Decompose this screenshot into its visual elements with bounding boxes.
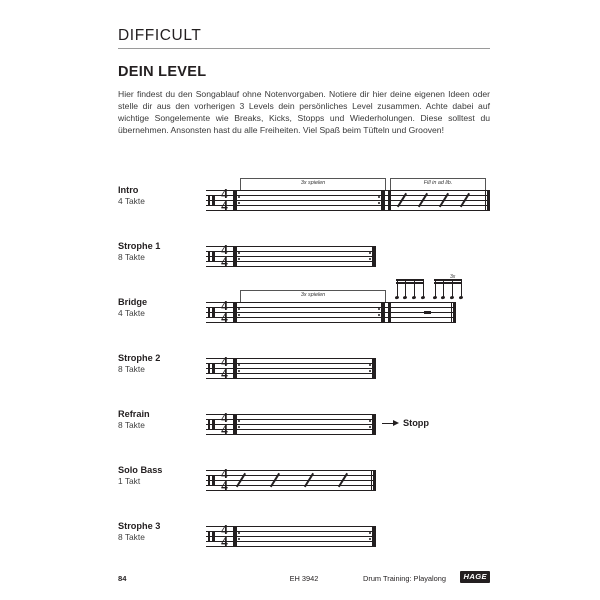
staff-bridge: [206, 274, 456, 334]
repeat-end-sign: [369, 358, 376, 379]
time-sig-denominator: 4: [221, 478, 228, 493]
time-signature: [219, 188, 230, 212]
page-number: 84: [118, 574, 127, 583]
repeat-end-sign: [378, 302, 385, 323]
bracket-label: 3x spielen: [300, 291, 326, 298]
percussion-clef-icon: [207, 307, 216, 318]
staff-line: [206, 317, 456, 318]
repeat-start-sign: [233, 190, 240, 211]
intro-paragraph: Hier findest du den Songablauf ohne Notenvorgaben. Notiere dir hier deine eigenen Ideen oder stelle dir aus den vorherigen 3 Levels dein persönliches Level zusammen. Achte dabei auf wichtige Songelemente wie Breaks, Kicks, Stopps und Wiederholungen. Diese solltest du übernehmen. Ansonsten hast du alle Freiheiten. Viel Spaß beim Tüfteln und Grooven!: [118, 89, 490, 136]
page-footer: [118, 572, 490, 588]
staff-line: [206, 368, 376, 369]
system-label-strophe-3: [118, 521, 204, 543]
staff-solo-bass: [206, 456, 376, 502]
system-bars: 4 Takte: [118, 196, 145, 206]
repeat-start-sign: [233, 526, 240, 547]
system-bars: 1 Takt: [118, 476, 141, 486]
staff-line: [206, 373, 376, 374]
staff-line: [206, 363, 376, 364]
system-name: Strophe 1: [118, 241, 161, 251]
system-name: Strophe 2: [118, 353, 161, 363]
system-label-intro: [118, 185, 204, 207]
staff-refrain: [206, 400, 376, 446]
rhythm-slash: [461, 193, 469, 207]
note-head: [394, 295, 399, 299]
rhythm-slash: [440, 193, 448, 207]
series-title: Drum Training: Playalong: [363, 574, 446, 583]
bracket-label: 3x spielen: [300, 179, 326, 186]
rhythm-slash: [237, 473, 245, 487]
staff-line: [206, 470, 376, 471]
time-sig-denominator: 4: [221, 254, 228, 269]
staff-line: [206, 256, 376, 257]
staff-line: [206, 531, 376, 532]
system-solo-bass: [118, 456, 490, 502]
staff-lines: [206, 522, 376, 549]
time-signature: [219, 300, 230, 324]
system-bars: 8 Takte: [118, 252, 145, 262]
time-sig-numerator: 4: [221, 522, 228, 537]
system-bridge: [118, 274, 490, 334]
beamed-note-group: [396, 279, 424, 301]
beam: [396, 282, 424, 284]
staff-lines: [206, 242, 376, 269]
note-head: [441, 295, 446, 299]
beam: [396, 279, 424, 281]
final-barline: [371, 470, 376, 491]
staff-line: [206, 312, 456, 313]
staff-line: [206, 485, 376, 486]
percussion-clef-icon: [207, 195, 216, 206]
staff-line: [206, 434, 376, 435]
staff-line: [206, 414, 376, 415]
staff-line: [206, 358, 376, 359]
repeat-end-sign: [369, 246, 376, 267]
barline: [388, 190, 391, 211]
time-sig-denominator: 4: [221, 534, 228, 549]
staff-line: [206, 480, 376, 481]
time-signature: [219, 524, 230, 548]
repeat-bracket-1: [240, 290, 386, 302]
time-sig-numerator: 4: [221, 298, 228, 313]
staff-line: [206, 302, 456, 303]
staff-line: [206, 378, 376, 379]
system-strophe-1: [118, 232, 490, 278]
percussion-clef-icon: [207, 251, 216, 262]
note-head: [432, 295, 437, 299]
staff-lines: [206, 466, 376, 493]
note-head: [420, 295, 425, 299]
rhythm-slash: [419, 193, 427, 207]
staff-line: [206, 429, 376, 430]
publisher-logo: HAGE: [460, 571, 490, 583]
time-signature: [219, 468, 230, 492]
staff-intro: [206, 176, 490, 222]
staff-line: [206, 266, 376, 267]
system-strophe-3: [118, 512, 490, 558]
system-bars: 8 Takte: [118, 532, 145, 542]
group-repeat-tag: 3x: [450, 274, 456, 280]
system-name: Refrain: [118, 409, 150, 419]
beam: [434, 279, 462, 281]
repeat-end-sign: [378, 190, 385, 211]
staff-line: [206, 307, 456, 308]
staff-line: [206, 322, 456, 323]
staff-strophe-3: [206, 512, 376, 558]
repeat-end-sign: [369, 414, 376, 435]
percussion-clef-icon: [207, 531, 216, 542]
staff-line: [206, 536, 376, 537]
system-refrain: [118, 400, 490, 446]
system-name: Intro: [118, 185, 139, 195]
staff-line: [206, 526, 376, 527]
percussion-clef-icon: [207, 475, 216, 486]
system-name: Strophe 3: [118, 521, 161, 531]
bracket-label: Fill in ad lib.: [423, 179, 453, 186]
system-bars: 8 Takte: [118, 420, 145, 430]
staff-lines: [206, 298, 456, 325]
chapter-title: DIFFICULT: [118, 27, 202, 44]
repeat-bracket-1: [240, 178, 386, 190]
staff-line: [206, 541, 376, 542]
system-bars: 8 Takte: [118, 364, 145, 374]
system-bars: 4 Takte: [118, 308, 145, 318]
time-sig-denominator: 4: [221, 422, 228, 437]
staff-line: [206, 251, 376, 252]
staff-line: [206, 210, 490, 211]
beam: [434, 282, 462, 284]
staff-line: [206, 475, 376, 476]
stopp-annotation: [382, 418, 429, 428]
system-label-refrain: [118, 409, 204, 431]
repeat-start-sign: [233, 246, 240, 267]
staff-line: [206, 546, 376, 547]
stopp-label: Stopp: [403, 418, 430, 428]
staff-line: [206, 261, 376, 262]
rhythm-slash: [398, 193, 406, 207]
rhythm-slash: [339, 473, 347, 487]
system-label-solo-bass: [118, 465, 204, 487]
repeat-bracket-2: [390, 178, 486, 190]
system-intro: [118, 176, 490, 222]
time-signature: [219, 412, 230, 436]
note-head: [458, 295, 463, 299]
percussion-clef-icon: [207, 419, 216, 430]
time-sig-numerator: 4: [221, 242, 228, 257]
final-barline: [485, 190, 490, 211]
time-sig-denominator: 4: [221, 198, 228, 213]
system-name: Bridge: [118, 297, 148, 307]
staff-lines: [206, 354, 376, 381]
page-title: DEIN LEVEL: [118, 64, 207, 80]
time-signature: [219, 356, 230, 380]
header-divider: [118, 48, 490, 49]
system-label-strophe-1: [118, 241, 204, 263]
staff-strophe-1: [206, 232, 376, 278]
staff-strophe-2: [206, 344, 376, 390]
beamed-note-group: [434, 279, 462, 301]
time-sig-numerator: 4: [221, 466, 228, 481]
time-sig-numerator: 4: [221, 410, 228, 425]
barline: [388, 302, 391, 323]
system-label-bridge: [118, 297, 204, 319]
rhythm-slash: [271, 473, 279, 487]
final-barline: [451, 302, 456, 323]
arrow-right-icon: [382, 420, 399, 427]
staff-line: [206, 419, 376, 420]
time-sig-numerator: 4: [221, 186, 228, 201]
staff-lines: [206, 410, 376, 437]
repeat-start-sign: [233, 358, 240, 379]
rhythm-slash: [305, 473, 313, 487]
staff-line: [206, 424, 376, 425]
system-name: Solo Bass: [118, 465, 163, 475]
time-sig-denominator: 4: [221, 366, 228, 381]
rest-symbol: [424, 311, 431, 314]
repeat-start-sign: [233, 302, 240, 323]
time-signature: [219, 244, 230, 268]
system-label-strophe-2: [118, 353, 204, 375]
note-head: [412, 295, 417, 299]
system-strophe-2: [118, 344, 490, 390]
repeat-end-sign: [369, 526, 376, 547]
catalog-number: EH 3942: [289, 574, 319, 583]
staff-line: [206, 190, 490, 191]
time-sig-numerator: 4: [221, 354, 228, 369]
percussion-clef-icon: [207, 363, 216, 374]
chapter-header: [118, 27, 490, 49]
staff-line: [206, 490, 376, 491]
staff-line: [206, 246, 376, 247]
note-head: [450, 295, 455, 299]
note-head: [403, 295, 408, 299]
time-sig-denominator: 4: [221, 310, 228, 325]
repeat-start-sign: [233, 414, 240, 435]
